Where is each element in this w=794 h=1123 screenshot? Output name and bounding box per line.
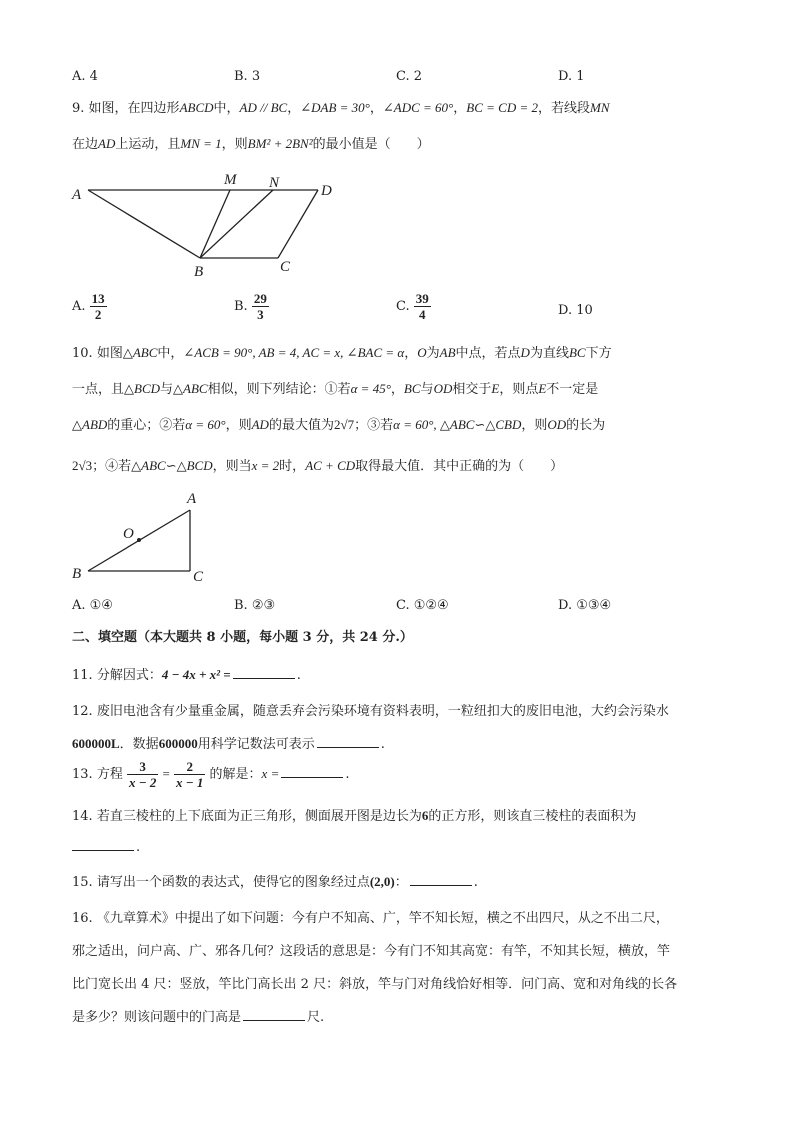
q9-line-1: 9. 如图，在四边形ABCD中，AD // BC，∠DAB = 30°，∠ADC = 60°，BC = CD = 2，若线段MN: [72, 100, 610, 116]
q15-answer-blank[interactable]: [410, 875, 472, 886]
q9-option-a: A. $\frac{13}{2}$: [72, 291, 105, 322]
q13-answer-blank[interactable]: [281, 767, 343, 778]
q9-label-n: N: [269, 175, 280, 191]
q9-label-m: M: [224, 172, 237, 188]
q10-label-o: O: [123, 526, 134, 542]
q13-number: 13.: [72, 767, 93, 782]
q14-number: 14.: [72, 809, 93, 824]
q8-option-d: D. 1: [558, 69, 585, 84]
q10-label-b: B: [72, 566, 82, 582]
q14-answer-blank[interactable]: [72, 840, 134, 851]
q8-option-a: A. 4: [72, 69, 98, 84]
q11-number: 11.: [72, 668, 93, 683]
q10-label-c: C: [193, 569, 204, 585]
q9-edge-cd: [278, 190, 318, 258]
q13-fraction-left: $\frac{3}{x - 2}$: [128, 759, 157, 790]
q16-line-4: 是多少？则该问题中的门高是 尺.: [72, 1010, 325, 1025]
q9-label-b: B: [194, 264, 204, 280]
q16-line-3: 比门宽长出 4 尺：竖放，竿比门高长出 2 尺：斜放，竿与门对角线恰好相等．问门高、宽和对角线的长各: [72, 977, 678, 992]
q13: 13. 方程 $\frac{3}{x - 2}$ = $\frac{2}{x - 1}$ 的解是：x = .: [72, 759, 350, 790]
q15-number: 15.: [72, 875, 93, 890]
q15: 15. 请写出一个函数的表达式，使得它的图象经过点(2,0)： .: [72, 874, 478, 890]
q10-line-4: 2√3；④若△ABC∽△BCD，则当x = 2时，AC + CD取得最大值．其中正确的为（ ）: [72, 458, 564, 474]
q9-segment-bm: [200, 190, 230, 258]
q9-label-a: A: [72, 187, 82, 203]
q16-answer-blank[interactable]: [243, 1010, 305, 1021]
q10-label-a: A: [187, 491, 197, 507]
q10-figure: [66, 488, 216, 588]
q9-edge-ab: [88, 190, 200, 258]
q9-number: 9.: [72, 101, 85, 116]
q8-option-b: B. 3: [234, 69, 261, 84]
q9-segment-bn: [200, 190, 273, 258]
q14-line-1: 14. 若直三棱柱的上下底面为正三角形，侧面展开图是边长为6的正方形，则该直三棱柱的表面积为: [72, 808, 637, 824]
q9-label-c: C: [280, 259, 291, 275]
q16-line-2: 邪之适出，问户高、广、邪各几何？这段话的意思是：今有门不知其高宽：有竿，不知其长短，横放，竿: [72, 944, 671, 959]
q12-line-1: 12. 废旧电池含有少量重金属，随意丢弃会污染环境有资料表明，一粒纽扣大的废旧电池，大约会污染水: [72, 704, 669, 719]
q10-option-d: D. ①③④: [558, 598, 612, 613]
q10-number: 10.: [72, 346, 93, 361]
q10-point-o: [137, 538, 141, 542]
q9-figure: [60, 165, 350, 280]
q11: 11. 分解因式：4 − 4x + x² = .: [72, 667, 301, 683]
section-2-title: 二、填空题（本大题共 8 小题，每小题 3 分，共 24 分.）: [72, 630, 413, 645]
q16-line-1: 16. 《九章算术》中提出了如下问题：今有户不知高、广，竿不知长短，横之不出四尺，从之不出二尺，: [72, 911, 669, 926]
q9-option-d: D. 10: [558, 303, 593, 318]
q12-line-2: 600000L．数据600000用科学记数法可表示 .: [72, 736, 385, 752]
q13-fraction-right: $\frac{2}{x - 1}$: [176, 759, 204, 790]
q9-option-c: C. $\frac{39}{4}$: [396, 291, 429, 322]
q10-option-c: C. ①②④: [396, 598, 449, 613]
q9-option-b: B. $\frac{29}{3}$: [234, 291, 267, 322]
q12-number: 12.: [72, 704, 93, 719]
q10-line-2: 一点，且△BCD与△ABC相似，则下列结论：①若α = 45°，BC与OD相交于E，则点E不一定是: [72, 381, 599, 397]
q9-line-2: 在边AD上运动，且MN = 1，则BM² + 2BN²的最小值是（ ）: [72, 136, 430, 152]
q12-answer-blank[interactable]: [317, 737, 379, 748]
q14-line-2: .: [72, 840, 140, 854]
q9-label-d: D: [321, 183, 332, 199]
q10-line-3: △ABD的重心；②若α = 60°，则AD的最大值为2√7；③若α = 60°, △ABC∽△CBD，则OD的长为: [72, 417, 606, 433]
q10-line-1: 10. 如图△ABC中，∠ACB = 90°, AB = 4, AC = x, ∠BAC = α，O为AB中点，若点D为直线BC下方: [72, 345, 612, 361]
q10-option-a: A. ①④: [72, 598, 113, 613]
q16-number: 16.: [72, 911, 93, 926]
q8-option-c: C. 2: [396, 69, 423, 84]
q11-answer-blank[interactable]: [233, 668, 295, 679]
q10-option-b: B. ②③: [234, 598, 276, 613]
